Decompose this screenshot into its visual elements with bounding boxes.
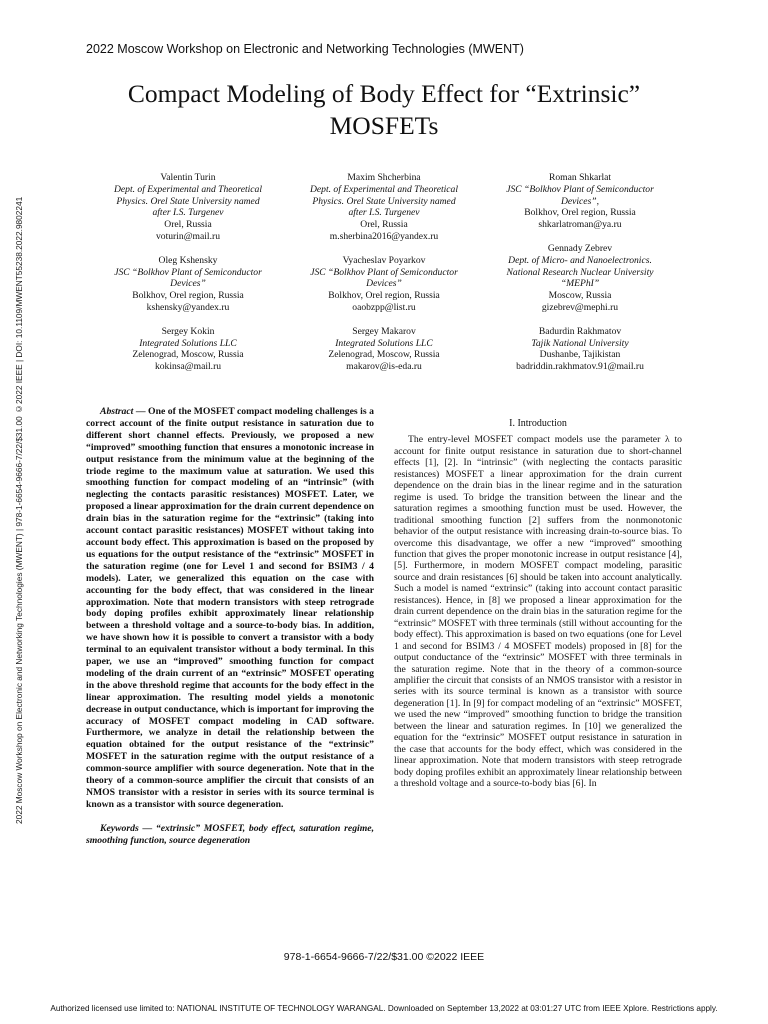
author-email: makarov@is-eda.ru [346, 361, 422, 373]
author-email: m.sherbina2016@yandex.ru [329, 230, 439, 242]
doi-side-strip: 2022 Moscow Workshop on Electronic and Networking Technologies (MWENT) | 978-1-6654-9666-7/22/$31.00 ©2022 IEEE | DOI: 10.1109/MWENT55238.2022.9802241 [14, 196, 24, 824]
author-card [286, 255, 482, 314]
author-location: Zelenograd, Moscow, Russia [328, 349, 440, 361]
author-name: Oleg Kshensky [158, 254, 218, 266]
abstract [86, 406, 374, 811]
author-name: Roman Shkarlat [548, 172, 612, 183]
author-location: Moscow, Russia [548, 290, 612, 302]
author-affiliation: “MEPhI” [560, 278, 600, 290]
author-email: shkarlatroman@ya.ru [538, 219, 622, 231]
author-location: Bolkhov, Orel region, Russia [132, 290, 244, 302]
introduction-paragraph: The entry-level MOSFET compact models use the parameter λ to account for finite output resistance in saturation due to short-channel effects [1], [2]. In “intrinsic” (with neglecting the contacts parasitic resistances) MOSFET a linear approximation for the drain current dependence on the drain bias in the linear regime and in the saturation regime is used. To bridge the transition between the linear and the saturation regimes a smoothing function must be used. However, the traditional smoothing function [2] suffers from the nonmonotonic behavior of the output resistance with increasing drain-to-source bias. To overcome this disadvantage, we offer a new “improved” smoothing function that gives the proper monotonic increase in output resistance [4], [5]. Furthermore, in modern MOSFET compact modeling, parasitic source and drain resistances [6] should be taken into account analytically. Such a model is named “extrinsic” (taking into account contact parasitic resistances). Hence, in [8] we proposed a linear approximation for the drain current dependence on the drain bias in the saturation regime for the “extrinsic” MOSFET with three terminals (still without accounting for the body effect). This approximation is based on two equations (one for Level 1 and second for BSIM3 / 4 MOSFET models) proposed in [8] for the output conductance of the “extrinsic” MOSFET with three terminals in the saturation regime. Note that in the theory of a common-source amplifier the circuit that consists of an NMOS transistor with a resistor in series with its source terminal is known as a transistor with source degeneration [1]. In [9] for compact modeling of an “extrinsic” MOSFET, we used the new “improved” smoothing function to bridge the transition between the linear and saturation regimes. In [10] we generalized the equation for the “extrinsic” MOSFET output resistance in saturation in the case that accounts for the body effect, which was considered in the linear approximation. Note that modern transistors with steep retrograde body doping profiles exhibit an approximately linear relationship between a threshold voltage and a source-to-body bias [6]. In [394, 434, 682, 790]
author-affiliation: JSC “Bolkhov Plant of Semiconductor [114, 266, 262, 278]
paper-title [60, 78, 708, 142]
keywords-label: Keywords [100, 822, 139, 834]
author-email: gizebrev@mephi.ru [541, 301, 619, 313]
author-affiliation: after I.S. Turgenev [152, 207, 224, 219]
author-location: Bolkhov, Orel region, Russia [524, 207, 636, 219]
author-affiliation: Dept. of Micro- and Nanoelectronics. [508, 254, 652, 266]
conference-header: 2022 Moscow Workshop on Electronic and Networking Technologies (MWENT) [86, 42, 524, 56]
author-name: Sergey Makarov [352, 325, 416, 337]
author-location: Dushanbe, Tajikistan [539, 349, 621, 361]
author-affiliation: Tajik National University [531, 337, 629, 349]
section-heading: I. Introduction [509, 418, 567, 429]
author-card [90, 172, 286, 243]
abstract-label: Abstract [100, 406, 134, 417]
abstract-text: — One of the MOSFET compact modeling challenges is a correct account of the finite output resistance in saturation due to different short channel effects. Previously, we proposed a new “improved” smoothing function that ensures a monotonic increase in output resistance from the minimum value at the beginning of the triode regime to the maximum value at saturation. We used this smoothing function for compact modeling of an “intrinsic” (with neglecting the contacts parasitic resistances) MOSFET. Later, we proposed a linear approximation for the drain current dependence on drain bias in the saturation regime for the “extrinsic” (taking into account contact parasitic resistances) MOSFET without taking into account body effect. This approximation is based on the proposed by us equations for the output resistance of the “extrinsic” MOSFET in the saturation regime (one for Level 1 and second for BSIM3 / 4 models). Later, we generalized this equation on the case with accounting for the body effect, that was considered in the linear approximation. Note that modern transistors with steep retrograde body doping profiles exhibit approximately linear relationship between a threshold voltage and a source-to-body bias. In addition, we have shown how it is possible to convert a transistor with a body terminal to an equivalent transistor without a body terminal. In this paper, we use an “improved” smoothing function for compact modeling of the drain current of an “extrinsic” MOSFET operating in the above threshold regime that accounts for the body effect in the linear approximation. The resulting model yields a monotonic decrease in output conductance, which is important for improving the accuracy of MOSFET compact modeling in CAD software. Furthermore, we analyze in detail the relationship between the equation obtained for the output resistance of the “extrinsic” MOSFET in the saturation regime with the output resistance of a common-source amplifier with source degeneration. Note that in the theory of a common-source amplifier the circuit that consists of an NMOS transistor with a resistor in series with its source terminal is known as a transistor with source degeneration. [86, 406, 374, 810]
author-affiliation: Integrated Solutions LLC [139, 337, 237, 349]
author-location: Bolkhov, Orel region, Russia [328, 290, 440, 302]
author-affiliation: Integrated Solutions LLC [335, 337, 433, 349]
author-card [482, 243, 678, 314]
author-email: kshensky@yandex.ru [146, 301, 230, 313]
title-line-2: MOSFETs [329, 111, 439, 140]
author-email: oaobzpp@list.ru [352, 301, 416, 313]
author-email: voturin@mail.ru [156, 230, 220, 242]
title-line-1: Compact Modeling of Body Effect for “Extrinsic” [127, 79, 641, 108]
author-name: Valentin Turin [160, 172, 216, 183]
author-name: Gennady Zebrev [547, 242, 613, 254]
author-column-3 [482, 172, 678, 385]
author-affiliation: Dept. of Experimental and Theoretical [309, 183, 459, 195]
footer-copyright: 978-1-6654-9666-7/22/$31.00 ©2022 IEEE [283, 951, 485, 963]
author-affiliation: JSC “Bolkhov Plant of Semiconductor [506, 183, 654, 195]
introduction-column [394, 418, 682, 790]
author-card [90, 326, 286, 373]
author-name: Maxim Shcherbina [347, 172, 421, 183]
author-card [286, 326, 482, 373]
author-column-1 [90, 172, 286, 385]
author-affiliation: Devices”, [560, 195, 600, 207]
author-affiliation: after I.S. Turgenev [348, 207, 420, 219]
author-affiliation: Physics. Orel State University named [116, 195, 260, 207]
author-card [482, 326, 678, 373]
abstract-column [86, 406, 374, 847]
author-location: Zelenograd, Moscow, Russia [132, 349, 244, 361]
author-name: Sergey Kokin [161, 325, 215, 337]
author-affiliation: Dept. of Experimental and Theoretical [113, 183, 263, 195]
author-email: kokinsa@mail.ru [154, 361, 222, 373]
author-location: Orel, Russia [360, 219, 408, 231]
author-affiliation: National Research Nuclear University [506, 266, 654, 278]
keywords [86, 823, 374, 847]
keywords-text: — “extrinsic” MOSFET, body effect, saturation regime, smoothing function, source degeneration [86, 822, 374, 846]
license-notice: Authorized licensed use limited to: NATIONAL INSTITUTE OF TECHNOLOGY WARANGAL. Downloaded on September 13,2022 at 03:01:27 UTC from IEEE Xplore. Restrictions apply. [50, 1004, 718, 1013]
author-block [90, 172, 678, 385]
author-card [286, 172, 482, 243]
author-affiliation: JSC “Bolkhov Plant of Semiconductor [310, 266, 458, 278]
author-card [90, 255, 286, 314]
author-affiliation: Physics. Orel State University named [312, 195, 456, 207]
author-affiliation: Devices” [366, 278, 402, 290]
author-location: Orel, Russia [164, 219, 212, 231]
author-name: Badurdin Rakhmatov [538, 325, 622, 337]
author-name: Vyacheslav Poyarkov [342, 254, 426, 266]
author-column-2 [286, 172, 482, 385]
author-affiliation: Devices” [170, 278, 206, 290]
author-email: badriddin.rakhmatov.91@mail.ru [516, 361, 644, 373]
author-card [482, 172, 678, 231]
